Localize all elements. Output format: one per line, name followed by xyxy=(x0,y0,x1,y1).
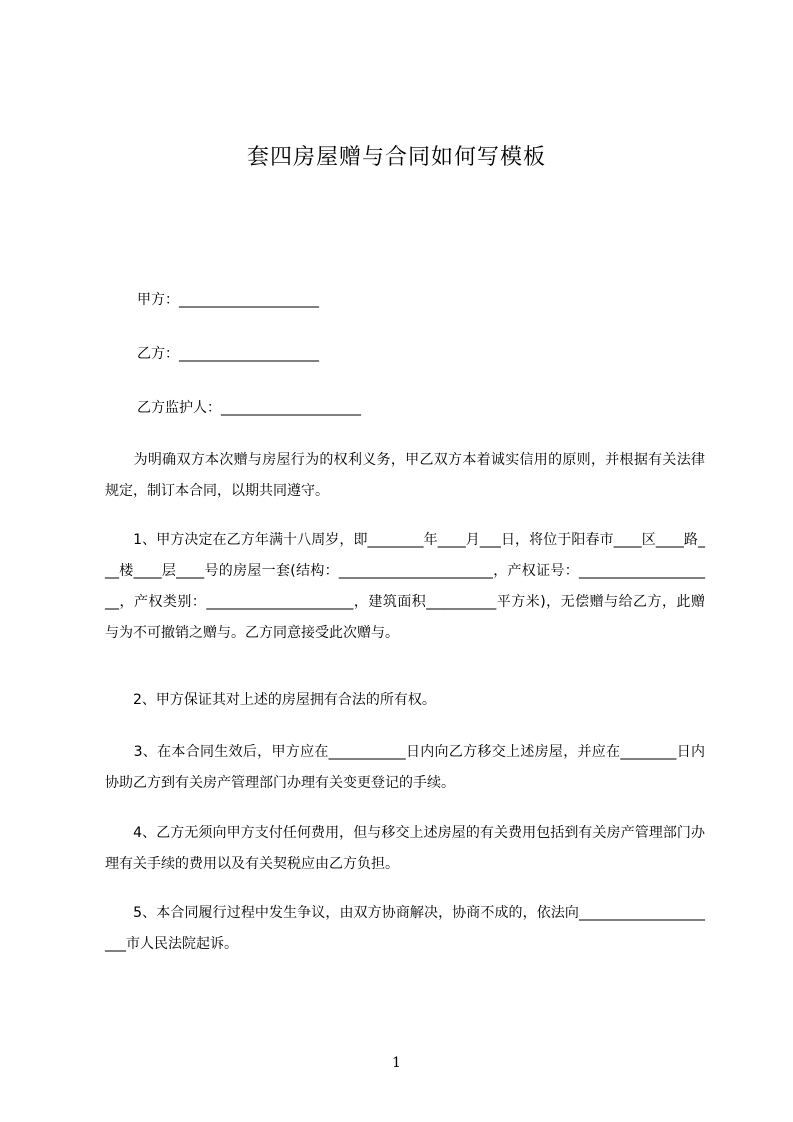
clause-4-paragraph: 4、乙方无须向甲方支付任何费用，但与移交上述房屋的有关费用包括到有关房产管理部门办理有关手续的费用以及有关契税应由乙方负担。 xyxy=(105,825,705,872)
clause-1-paragraph: 1、甲方决定在乙方年满十八周岁，即________年____月___日，将位于阳春市____区____路___楼____层____号的房屋一套(结构：______________________，产权证号：____________________，产权类别：_____________________，建筑面积__________平方米)，无偿赠与给乙方，此赠与为不可撤销之赠与。乙方同意接受此次赠与。 xyxy=(105,532,705,641)
document-title: 套四房屋赠与合同如何写模板 xyxy=(246,145,546,170)
party-a-line: 甲方：____________________ xyxy=(137,292,319,308)
preamble-paragraph: 为明确双方本次赠与房屋行为的权利义务，甲乙双方本着诚实信用的原则，并根据有关法律规定，制订本合同，以期共同遵守。 xyxy=(105,452,705,499)
clause-5-paragraph: 5、本合同履行过程中发生争议，由双方协商解决，协商不成的，依法向_____________________市人民法院起诉。 xyxy=(105,905,705,952)
clause-3-paragraph: 3、在本合同生效后，甲方应在___________日内向乙方移交上述房屋，并应在________日内协助乙方到有关房产管理部门办理有关变更登记的手续。 xyxy=(105,744,705,791)
party-b-line: 乙方：____________________ xyxy=(137,346,319,362)
clause-2-paragraph: 2、甲方保证其对上述的房屋拥有合法的所有权。 xyxy=(105,692,436,708)
page-number: 1 xyxy=(392,1055,401,1071)
guardian-line: 乙方监护人：____________________ xyxy=(137,400,361,416)
